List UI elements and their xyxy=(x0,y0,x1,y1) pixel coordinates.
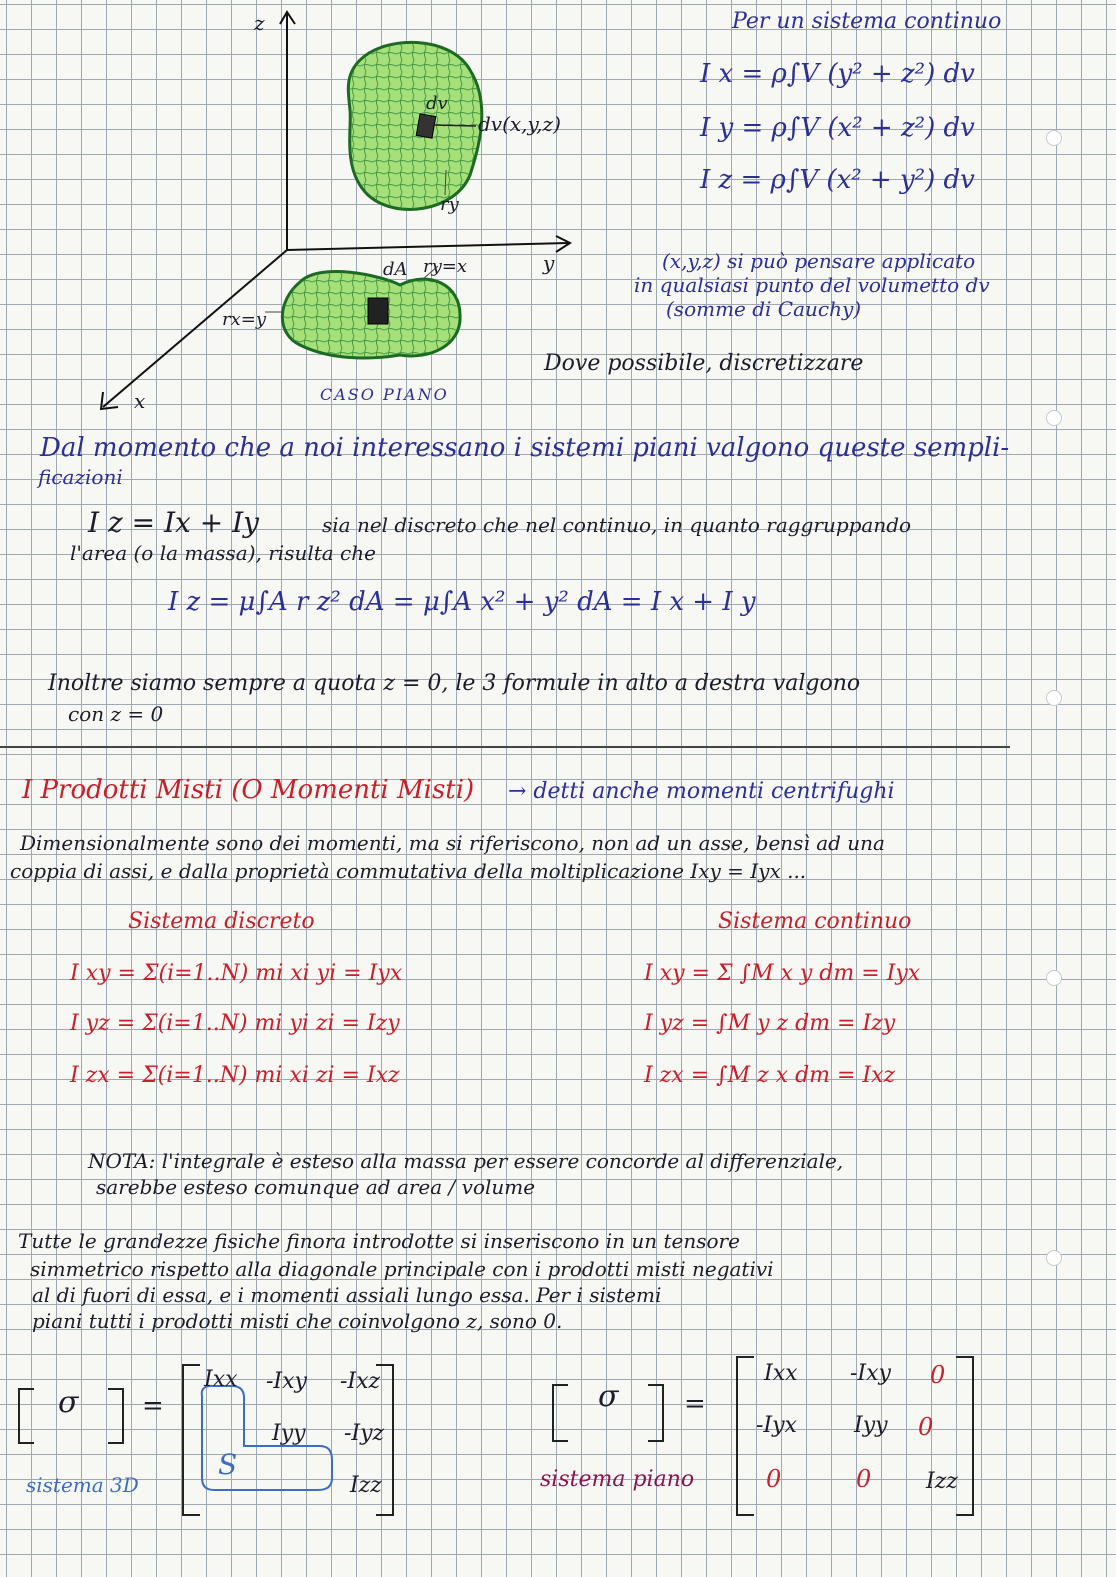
note-line-1: (x,y,z) si può pensare applicato xyxy=(662,249,976,273)
m2d-c23: 0 xyxy=(918,1413,934,1441)
m2d-c11: Ixx xyxy=(764,1361,798,1386)
binder-hole xyxy=(1046,970,1062,986)
section1-iz-text: sia nel discreto che nel continuo, in quanto raggruppando xyxy=(322,513,912,537)
discrete-izx: I zx = Σ(i=1..N) mi xi zi = Ixz xyxy=(70,1063,400,1088)
section1-line-5: con z = 0 xyxy=(68,702,164,726)
ry-eq-x-label: ry=x xyxy=(423,256,468,277)
tensor-line-4: piani tutti i prodotti misti che coinvolgono z, sono 0. xyxy=(32,1309,563,1333)
m2d-c31: 0 xyxy=(766,1465,782,1493)
m2d-c32: 0 xyxy=(856,1465,872,1493)
section2-title: I Prodotti Misti (O Momenti Misti) xyxy=(22,775,475,805)
continuous-sys-title: Sistema continuo xyxy=(718,909,912,934)
matrix3d-equals: = xyxy=(142,1391,164,1421)
sigma-3d-symbol: σ xyxy=(58,1385,79,1420)
formula-iy: I y = ρ∫V (x² + z²) dv xyxy=(700,113,975,143)
continuous-title: Per un sistema continuo xyxy=(732,9,1002,34)
matrix2d-caption: sistema piano xyxy=(540,1467,695,1492)
discrete-title: Sistema discreto xyxy=(128,909,315,934)
continuous-ixy: I xy = Σ ∫M x y dm = Iyx xyxy=(644,961,921,986)
section2-line-1: Dimensionalmente sono dei momenti, ma si riferiscono, non ad un asse, bensì ad una xyxy=(20,831,885,855)
discrete-iyz: I yz = Σ(i=1..N) mi yi zi = Izy xyxy=(70,1011,400,1036)
section1-formula: I z = μ∫A r z² dA = μ∫A x² + y² dA = I x + I y xyxy=(168,587,756,617)
sigma2d-bracket-right xyxy=(648,1384,664,1442)
continuous-izx: I zx = ∫M z x dm = Ixz xyxy=(644,1063,896,1088)
matrix3d-caption: sistema 3D xyxy=(26,1473,139,1497)
nota-line-1: NOTA: l'integrale è esteso alla massa per essere concorde al differenziale, xyxy=(88,1149,844,1173)
m3d-c12: -Ixy xyxy=(266,1369,307,1394)
m3d-c13: -Ixz xyxy=(340,1369,381,1394)
m2d-c33: Izz xyxy=(926,1469,958,1494)
nota-line-2: sarebbe esteso comunque ad area / volume xyxy=(96,1175,536,1199)
dv-label: dv xyxy=(426,93,448,114)
binder-hole xyxy=(1046,690,1062,706)
binder-hole xyxy=(1046,130,1062,146)
section2-arrow-note: → detti anche momenti centrifughi xyxy=(508,779,895,804)
dv-coords-label: dv(x,y,z) xyxy=(478,112,561,136)
discrete-ixy: I xy = Σ(i=1..N) mi xi yi = Iyx xyxy=(70,961,403,986)
m3d-c11: Ixx xyxy=(204,1367,238,1392)
ry-label: ry xyxy=(440,194,459,215)
tensor-line-2: simmetrico rispetto alla diagonale principale con i prodotti misti negativi xyxy=(30,1257,774,1281)
tensor-line-1: Tutte le grandezze fisiche finora introdotte si inseriscono in un tensore xyxy=(18,1229,740,1253)
binder-hole xyxy=(1046,1250,1062,1266)
sigma-2d-symbol: σ xyxy=(598,1379,619,1414)
binder-hole xyxy=(1046,410,1062,426)
m3d-s-label: S xyxy=(218,1448,238,1481)
matrix2d-bracket-left xyxy=(736,1356,754,1516)
sigma-bracket-right xyxy=(108,1388,124,1444)
m3d-c33: Izz xyxy=(350,1473,382,1498)
matrix3d-bracket-left xyxy=(182,1364,200,1516)
m3d-c23: -Iyz xyxy=(344,1421,385,1446)
section1-line-4: Inoltre siamo sempre a quota z = 0, le 3 formule in alto a destra valgono xyxy=(48,671,861,696)
section1-iz-eq: I z = Ix + Iy xyxy=(88,506,259,539)
formula-iz: I z = ρ∫V (x² + y²) dv xyxy=(700,165,975,195)
formula-ix: I x = ρ∫V (y² + z²) dv xyxy=(700,59,975,89)
m2d-c12: -Ixy xyxy=(850,1361,891,1386)
rx-eq-y-label: rx=y xyxy=(222,309,267,330)
y-axis-line xyxy=(287,243,568,250)
m3d-c22: Iyy xyxy=(272,1421,306,1446)
section1-line-1: Dal momento che a noi interessano i sistemi piani valgono queste sempli- xyxy=(40,433,1010,463)
y-axis-label: y xyxy=(543,251,555,275)
matrix2d-equals: = xyxy=(684,1389,706,1419)
dA-label: dA xyxy=(383,259,408,280)
sigma-bracket-left xyxy=(18,1388,34,1444)
matrix2d-bracket-right xyxy=(956,1356,974,1516)
x-axis-label: x xyxy=(134,389,146,413)
continuous-iyz: I yz = ∫M y z dm = Izy xyxy=(644,1011,896,1036)
dA-element xyxy=(368,298,388,324)
dv-leader xyxy=(434,125,476,126)
m2d-c21: -Iyx xyxy=(756,1413,797,1438)
m2d-c22: Iyy xyxy=(854,1413,888,1438)
sigma2d-bracket-left xyxy=(552,1384,568,1442)
section-divider xyxy=(0,746,1010,748)
section1-line-2: ficazioni xyxy=(38,465,123,489)
caso-piano-label: CASO PIANO xyxy=(320,385,449,404)
section2-line-2: coppia di assi, e dalla proprietà commutativa della moltiplicazione Ixy = Iyx ... xyxy=(10,859,807,883)
m2d-c13: 0 xyxy=(930,1361,946,1389)
note-line-3: (somme di Cauchy) xyxy=(666,297,862,321)
z-axis-label: z xyxy=(254,11,265,35)
tensor-line-3: al di fuori di essa, e i momenti assiali lungo essa. Per i sistemi xyxy=(32,1283,662,1307)
note-line-2: in qualsiasi punto del volumetto dv xyxy=(634,273,990,297)
section1-line-3: l'area (o la massa), risulta che xyxy=(70,541,376,565)
discretize-note: Dove possibile, discretizzare xyxy=(544,351,864,376)
dv-cube xyxy=(416,114,436,138)
